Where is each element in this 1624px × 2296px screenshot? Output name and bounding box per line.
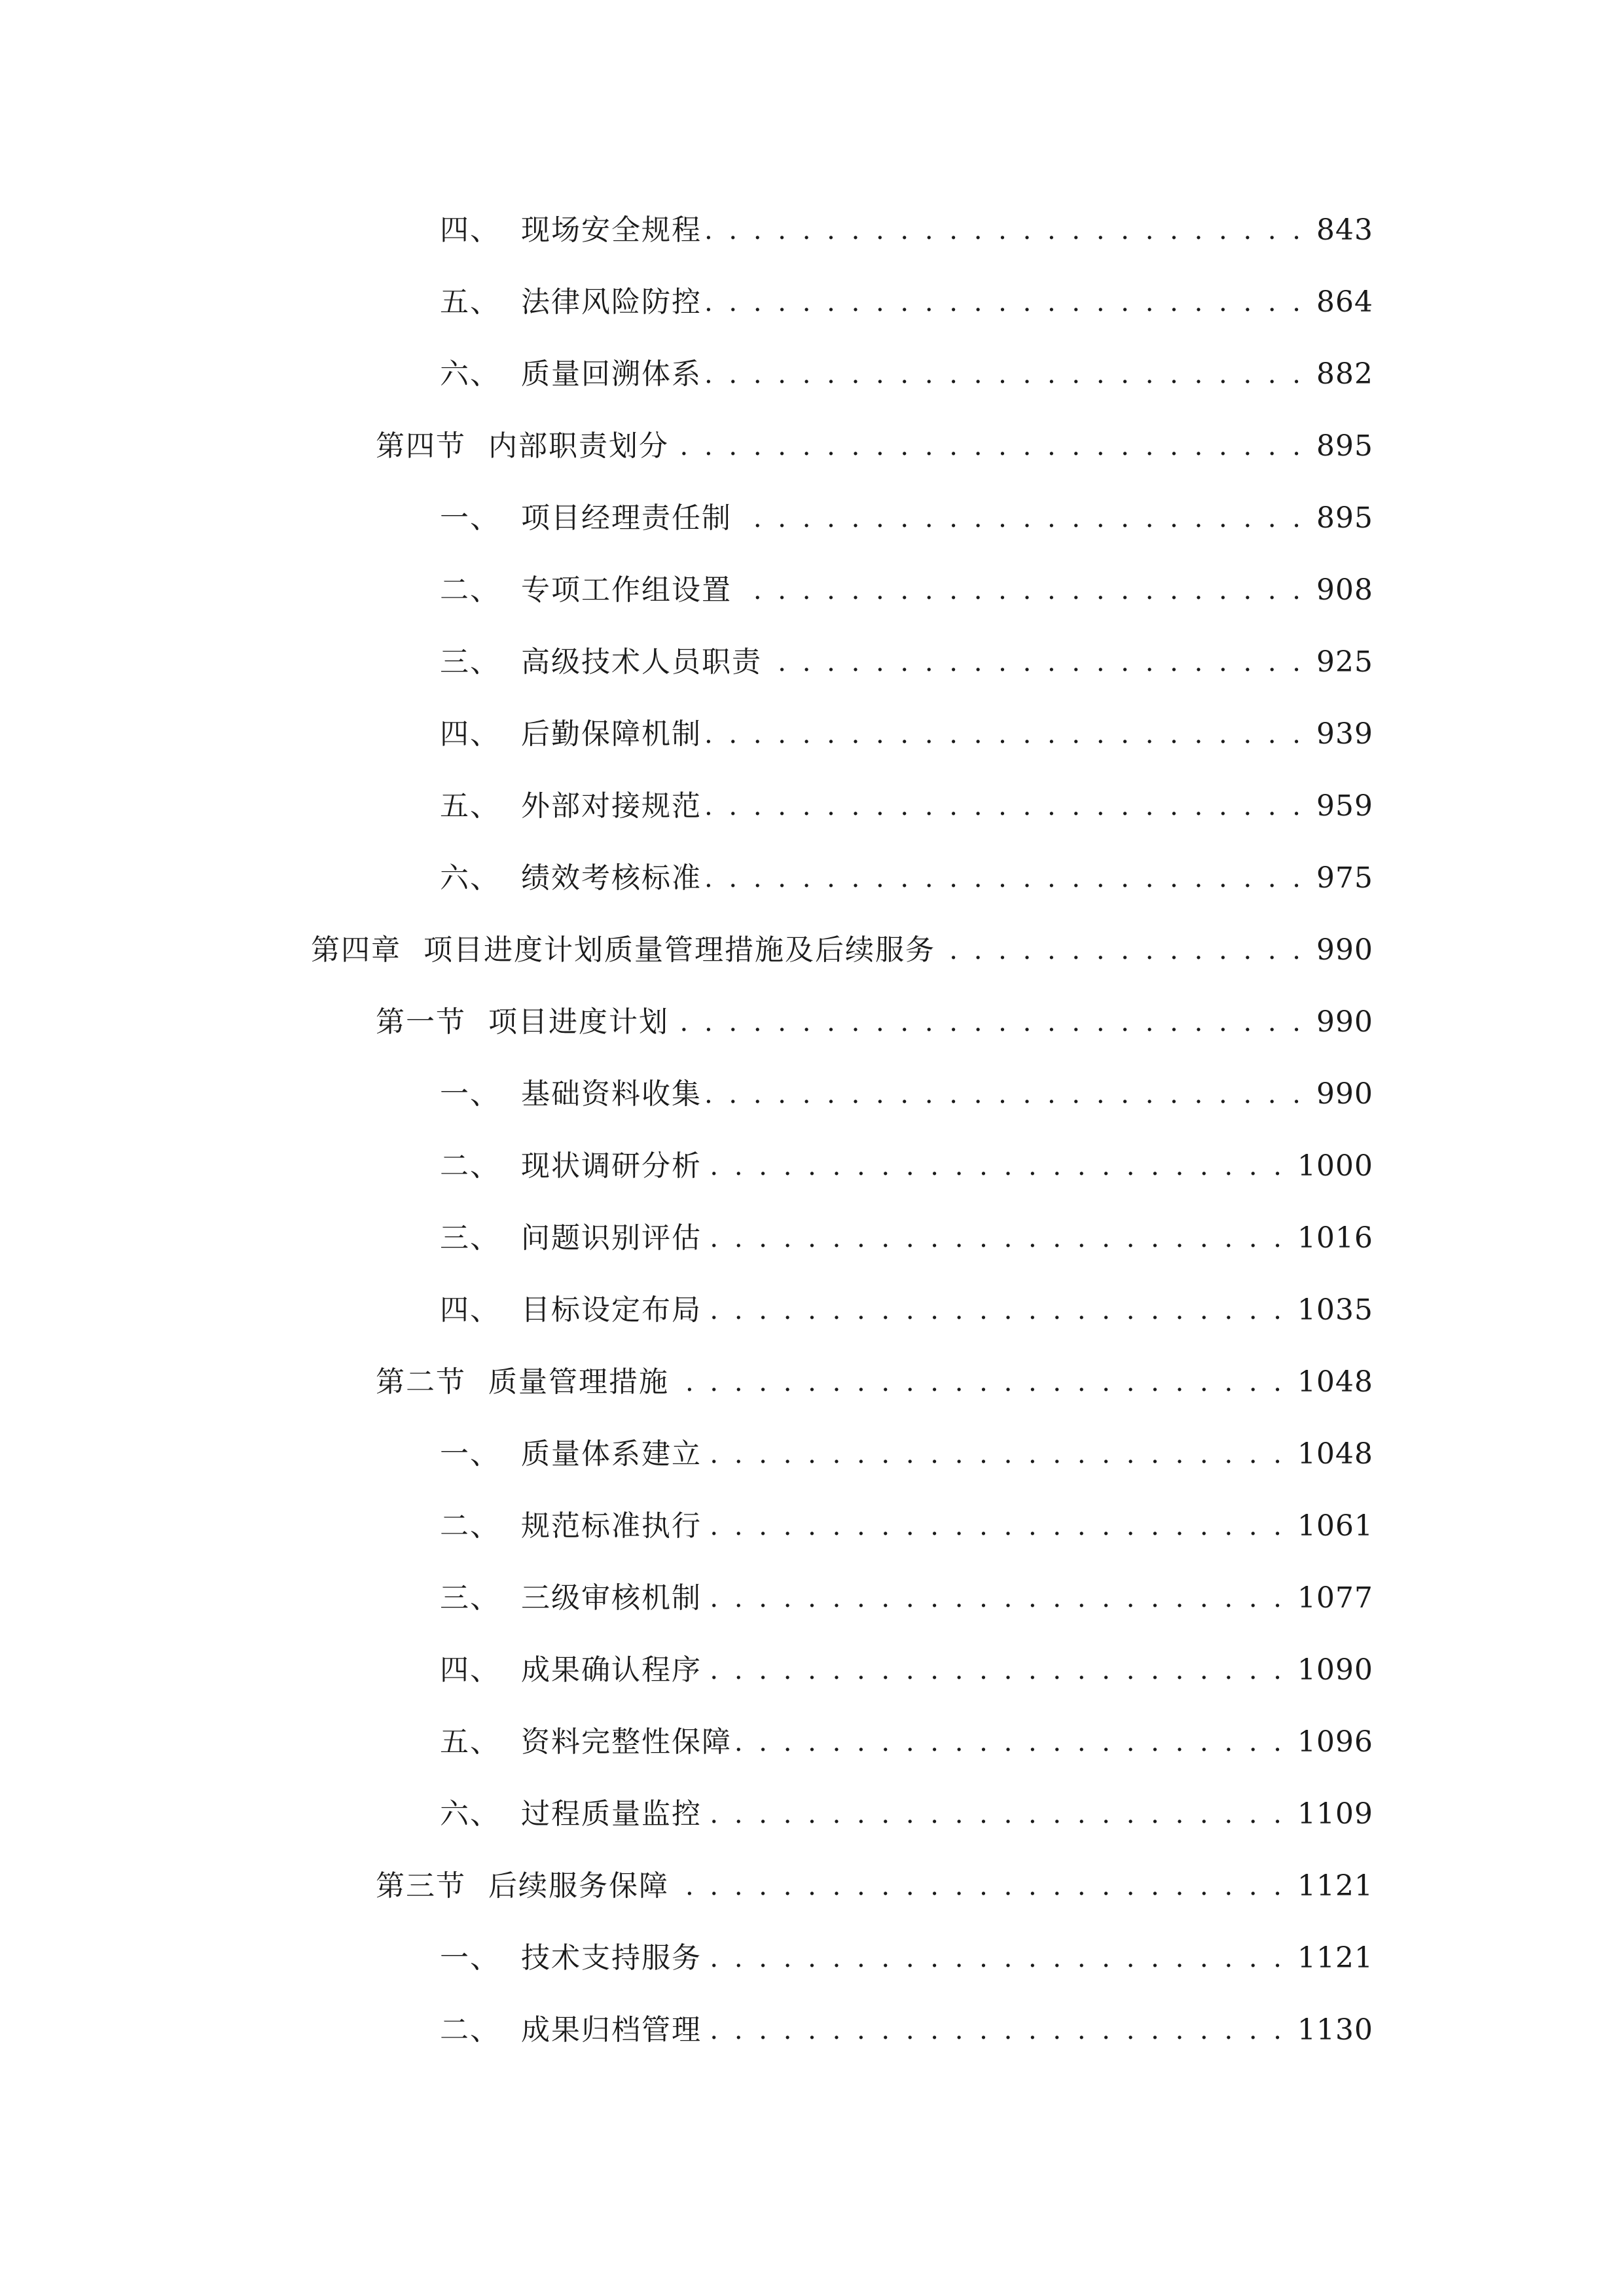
toc-page-number: 1016 [1297, 1221, 1373, 1255]
toc-page-number: 1000 [1297, 1149, 1373, 1183]
toc-entry[interactable] [440, 1418, 1373, 1490]
toc-dot-leader [706, 338, 1305, 410]
toc-entry[interactable] [440, 842, 1373, 914]
toc-dot-leader [706, 1922, 1286, 1994]
toc-entry[interactable] [440, 194, 1373, 266]
toc-entry-title: 现状调研分析 [521, 1149, 702, 1183]
toc-entry-title: 问题识别评估 [521, 1221, 702, 1255]
toc-dot-leader [706, 1490, 1286, 1562]
toc-entry[interactable] [440, 1778, 1373, 1850]
toc-entry[interactable] [376, 1346, 1373, 1418]
toc-dot-leader [736, 1706, 1286, 1778]
toc-entry-title: 质量回溯体系 [521, 357, 702, 391]
toc-entry-prefix: 二、 [440, 1509, 500, 1543]
toc-dot-leader [706, 1058, 1305, 1130]
toc-entry[interactable] [440, 1634, 1373, 1706]
toc-entry[interactable] [440, 1562, 1373, 1634]
toc-entry-title: 质量体系建立 [521, 1437, 702, 1471]
toc-page-number: 939 [1316, 717, 1373, 751]
toc-page-number: 990 [1316, 933, 1373, 967]
toc-entry[interactable] [440, 770, 1373, 842]
toc-dot-leader [706, 1418, 1286, 1490]
toc-entry-title: 后续服务保障 [488, 1869, 669, 1903]
toc-entry-title: 三级审核机制 [521, 1581, 702, 1615]
toc-entry-title: 资料完整性保障 [521, 1725, 732, 1759]
toc-entry-title: 高级技术人员职责 [521, 645, 762, 679]
toc-entry[interactable] [440, 1706, 1373, 1778]
toc-entry[interactable] [440, 266, 1373, 338]
toc-page-number: 882 [1316, 357, 1373, 391]
toc-page-number: 1090 [1297, 1653, 1373, 1687]
toc-entry-title: 后勤保障机制 [521, 717, 702, 751]
toc-dot-leader [706, 770, 1305, 842]
toc-entry-title: 内部职责划分 [488, 429, 669, 463]
toc-entry-title: 外部对接规范 [521, 789, 702, 823]
toc-dot-leader [706, 1130, 1286, 1202]
toc-entry-prefix: 五、 [440, 789, 500, 823]
toc-entry-title: 项目经理责任制 [521, 501, 732, 535]
toc-page-number: 1048 [1297, 1365, 1373, 1399]
toc-page-number: 1061 [1297, 1509, 1373, 1543]
toc-page-number: 959 [1316, 789, 1373, 823]
toc-dot-leader [939, 914, 1305, 986]
toc-page-number: 864 [1316, 285, 1373, 319]
toc-entry[interactable] [440, 482, 1373, 554]
toc-entry-prefix: 第一节 [376, 1005, 466, 1039]
toc-entry-prefix: 一、 [440, 1941, 500, 1975]
toc-entry-prefix: 四、 [440, 1653, 500, 1687]
toc-entry-title: 项目进度计划 [488, 1005, 669, 1039]
toc-entry-prefix: 二、 [440, 2013, 500, 2047]
toc-entry-prefix: 三、 [440, 645, 500, 679]
toc-entry-title: 过程质量监控 [521, 1797, 702, 1831]
toc-entry[interactable] [440, 1058, 1373, 1130]
toc-entry[interactable] [311, 914, 1373, 986]
toc-entry-prefix: 六、 [440, 861, 500, 895]
toc-page-number: 1048 [1297, 1437, 1373, 1471]
toc-page-number: 895 [1316, 429, 1373, 463]
toc-entry-prefix: 第四章 [311, 933, 401, 967]
toc-entry-prefix: 第三节 [376, 1869, 466, 1903]
toc-entry[interactable] [440, 338, 1373, 410]
toc-page-number: 1096 [1297, 1725, 1373, 1759]
toc-dot-leader [706, 194, 1305, 266]
toc-entry[interactable] [440, 1274, 1373, 1346]
toc-page-number: 1121 [1297, 1869, 1373, 1903]
toc-entry-prefix: 一、 [440, 1437, 500, 1471]
toc-entry[interactable] [376, 986, 1373, 1058]
toc-page-number: 990 [1316, 1005, 1373, 1039]
toc-dot-leader [706, 1634, 1286, 1706]
toc-dot-leader [736, 482, 1305, 554]
toc-entry-prefix: 三、 [440, 1581, 500, 1615]
toc-entry-prefix: 六、 [440, 1797, 500, 1831]
toc-entry[interactable] [440, 1490, 1373, 1562]
toc-entry-title: 成果归档管理 [521, 2013, 702, 2047]
toc-entry-prefix: 五、 [440, 1725, 500, 1759]
toc-dot-leader [673, 1850, 1286, 1922]
toc-entry-title: 技术支持服务 [521, 1941, 702, 1975]
toc-page-number: 1121 [1297, 1941, 1373, 1975]
toc-dot-leader [706, 698, 1305, 770]
toc-entry-title: 目标设定布局 [521, 1293, 702, 1327]
toc-entry-title: 绩效考核标准 [521, 861, 702, 895]
toc-dot-leader [706, 1778, 1286, 1850]
toc-entry-prefix: 第二节 [376, 1365, 466, 1399]
toc-page-number: 990 [1316, 1077, 1373, 1111]
toc-entry[interactable] [376, 1850, 1373, 1922]
toc-page-number: 1109 [1297, 1797, 1373, 1831]
toc-entry-title: 专项工作组设置 [521, 573, 732, 607]
toc-dot-leader [673, 410, 1305, 482]
toc-entry-prefix: 一、 [440, 501, 500, 535]
toc-page-number: 975 [1316, 861, 1373, 895]
toc-entry[interactable] [440, 1130, 1373, 1202]
toc-entry-title: 质量管理措施 [488, 1365, 669, 1399]
toc-entry-prefix: 一、 [440, 1077, 500, 1111]
toc-page-number: 1035 [1297, 1293, 1373, 1327]
toc-entry-prefix: 四、 [440, 1293, 500, 1327]
toc-entry-prefix: 二、 [440, 1149, 500, 1183]
toc-entry[interactable] [440, 1922, 1373, 1994]
toc-page-number: 843 [1316, 213, 1373, 247]
toc-page-number: 925 [1316, 645, 1373, 679]
toc-page-number: 1130 [1297, 2013, 1373, 2047]
toc-dot-leader [706, 1994, 1286, 2066]
toc-entry[interactable] [440, 554, 1373, 626]
toc-entry[interactable] [440, 1202, 1373, 1274]
toc-entry[interactable] [440, 626, 1373, 698]
toc-entry-title: 项目进度计划质量管理措施及后续服务 [424, 933, 935, 967]
toc-dot-leader [736, 554, 1305, 626]
toc-dot-leader [706, 1202, 1286, 1274]
toc-entry-prefix: 三、 [440, 1221, 500, 1255]
toc-entry-prefix: 六、 [440, 357, 500, 391]
toc-entry-prefix: 五、 [440, 285, 500, 319]
toc-dot-leader [673, 986, 1305, 1058]
toc-dot-leader [706, 1274, 1286, 1346]
toc-dot-leader [706, 1562, 1286, 1634]
toc-entry-prefix: 四、 [440, 213, 500, 247]
toc-entry-prefix: 四、 [440, 717, 500, 751]
toc-entry[interactable] [376, 410, 1373, 482]
toc-page-number: 908 [1316, 573, 1373, 607]
toc-entry-prefix: 第四节 [376, 429, 466, 463]
toc-dot-leader [673, 1346, 1286, 1418]
toc-page-number: 1077 [1297, 1581, 1373, 1615]
toc-page-number: 895 [1316, 501, 1373, 535]
toc-entry-prefix: 二、 [440, 573, 500, 607]
toc-dot-leader [706, 266, 1305, 338]
toc-dot-leader [766, 626, 1305, 698]
toc-entry-title: 成果确认程序 [521, 1653, 702, 1687]
toc-entry[interactable] [440, 1994, 1373, 2066]
toc-entry-title: 规范标准执行 [521, 1509, 702, 1543]
toc-entry[interactable] [440, 698, 1373, 770]
toc-dot-leader [706, 842, 1305, 914]
toc-entry-title: 法律风险防控 [521, 285, 702, 319]
toc-entry-title: 现场安全规程 [521, 213, 702, 247]
toc-entry-title: 基础资料收集 [521, 1077, 702, 1111]
